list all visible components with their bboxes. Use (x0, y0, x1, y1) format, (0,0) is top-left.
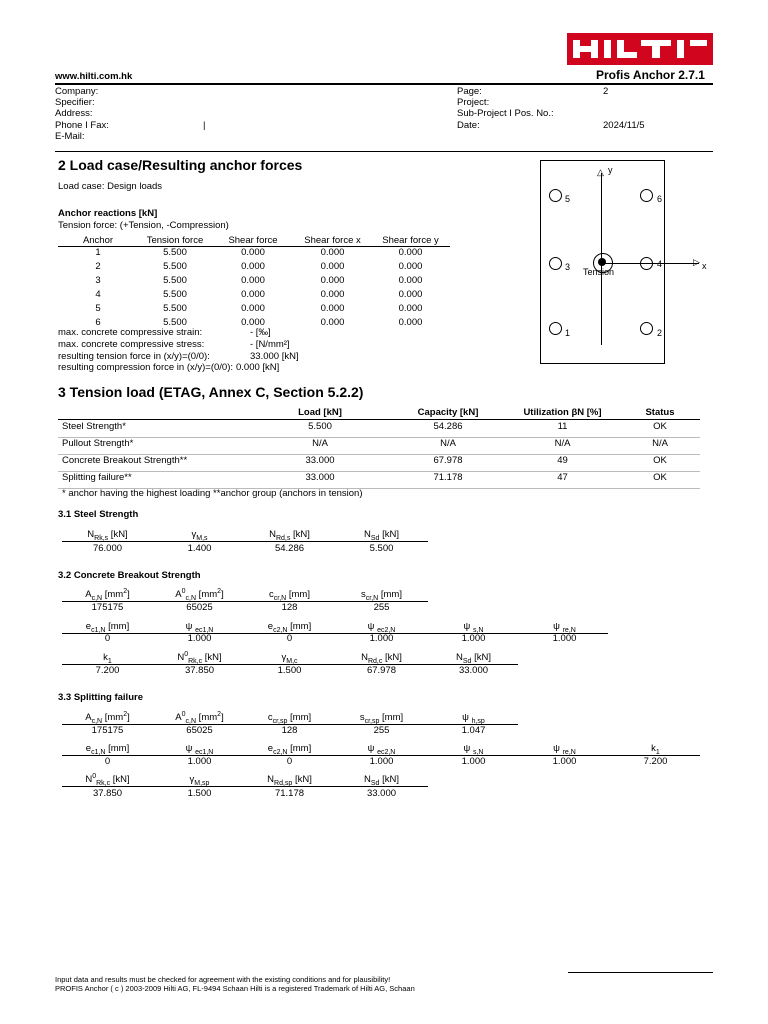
summary-value: - [N/mm²] (250, 339, 290, 350)
value-cell: 7.200 (95, 665, 120, 676)
col-header: Utilization βN [%] (523, 407, 602, 418)
summary-label: max. concrete compressive stress: (58, 339, 205, 350)
col-header: ψ $_{ec1,N}$ (185, 621, 214, 634)
tension-label: Tension (583, 267, 615, 277)
force-cell: 0.000 (320, 317, 345, 328)
col-header: $e_{c2,N}$ [mm] (267, 743, 312, 756)
force-cell: 5.500 (163, 289, 187, 300)
subproject-label: Sub-Project I Pos. No.: (457, 108, 554, 119)
value-cell: 0 (286, 756, 293, 767)
value-cell: 33.000 (366, 788, 397, 799)
check-value-cell: 47 (557, 472, 568, 483)
col-header: $N_{Rd,s}$ [kN] (269, 529, 310, 542)
value-cell: 1.500 (187, 788, 212, 799)
force-cell: 0.000 (398, 317, 423, 328)
col-header: Capacity [kN] (417, 407, 479, 418)
s33-title: 3.3 Splitting failure (58, 692, 143, 703)
check-value-cell: 5.500 (308, 421, 332, 432)
check-value-cell: N/A (312, 438, 328, 449)
anchor-id-cell: 4 (95, 289, 101, 300)
header-rule (55, 83, 713, 85)
force-cell: 0.000 (398, 289, 423, 300)
value-cell: 54.286 (274, 543, 305, 554)
summary-label: max. concrete compressive strain: (58, 327, 203, 338)
footer-disclaimer: Input data and results must be checked for agreement with the existing conditions and for plausibility! (55, 975, 391, 984)
col-header: $A_{c,N}$ $[mm^2]$ (85, 587, 130, 602)
value-cell: 175175 (91, 602, 124, 613)
col-header: Shear force y (382, 235, 439, 246)
force-cell: 0.000 (320, 247, 345, 258)
table-rule (58, 419, 700, 420)
col-header: Shear force x (304, 235, 361, 246)
value-cell: 65025 (186, 725, 213, 736)
col-header: $k_1$ (651, 743, 660, 756)
value-cell: 255 (373, 602, 390, 613)
col-header: $\gamma_{M,s}$ (191, 529, 208, 542)
company-label: Company: (55, 86, 99, 97)
date-value: 2024/11/5 (603, 120, 645, 131)
value-cell: 65025 (186, 602, 213, 613)
anchor-label: 5 (565, 194, 571, 204)
value-cell: 5.500 (369, 543, 394, 554)
value-cell: 1.000 (187, 756, 212, 767)
force-cell: 5.500 (163, 275, 187, 286)
force-cell: 0.000 (398, 275, 423, 286)
col-header: $N_{Rd,sp}$ [kN] (267, 774, 312, 787)
footer-copyright: PROFIS Anchor ( c ) 2003-2009 Hilti AG, FL-9494 Schaan Hilti is a registered Trademark of Hilti AG, Schaan (55, 984, 415, 993)
x-arrow-icon: ▷ (693, 257, 700, 267)
value-cell: 67.978 (366, 665, 397, 676)
col-header: ψ $_{h,sp}$ (462, 712, 485, 725)
footer-rule (568, 972, 713, 973)
section-rule (55, 151, 713, 152)
value-cell: 7.200 (643, 756, 668, 767)
force-cell: 0.000 (320, 303, 345, 314)
check-value-cell: N/A (652, 438, 668, 449)
force-cell: 0.000 (241, 303, 265, 314)
col-header: $N_{Rd,c}$ [kN] (361, 652, 402, 665)
value-cell: 33.000 (458, 665, 489, 676)
col-header: $\gamma_{M,c}$ (281, 652, 298, 665)
check-value-cell: OK (653, 472, 667, 483)
value-cell: 1.000 (552, 756, 577, 767)
project-label: Project: (457, 97, 490, 108)
anchor-id-cell: 6 (95, 317, 101, 328)
col-header: $e_{c2,N}$ [mm] (267, 621, 312, 634)
anchor-id-cell: 3 (95, 275, 101, 286)
anchor-hole (640, 257, 653, 270)
anchor-hole (549, 189, 562, 202)
anchor-label: 1 (565, 328, 571, 338)
col-header: $N^0_{Rk,c}$ [kN] (177, 650, 222, 665)
value-cell: 37.850 (92, 788, 123, 799)
check-value-cell: 33.000 (305, 455, 335, 466)
col-header: $k_1$ (103, 652, 112, 665)
col-header: Tension force (146, 235, 204, 246)
value-cell: 1.000 (187, 633, 212, 644)
force-cell: 0.000 (398, 247, 423, 258)
check-value-cell: 67.978 (433, 455, 463, 466)
value-cell: 175175 (91, 725, 124, 736)
check-value-cell: OK (653, 455, 667, 466)
tension-note: Tension force: (+Tension, -Compression) (58, 220, 229, 231)
col-header: Load [kN] (298, 407, 342, 418)
value-cell: 1.000 (461, 756, 486, 767)
summary-label: resulting compression force in (x/y)=(0/0): (58, 362, 234, 373)
value-cell: 1.000 (369, 633, 394, 644)
value-cell: 1.000 (552, 633, 577, 644)
phone-label: Phone I Fax: (55, 120, 109, 131)
value-cell: 128 (281, 725, 298, 736)
col-header: $c_{cr,sp}$ [mm] (267, 712, 312, 725)
col-header: $N_{Rk,s}$ [kN] (87, 529, 128, 542)
col-header: $N_{Sd}$ [kN] (364, 774, 399, 787)
summary-value: 33.000 [kN] (250, 351, 299, 362)
value-cell: 1.500 (277, 665, 302, 676)
col-header: Status (645, 407, 675, 418)
col-header: ψ $_{ec2,N}$ (367, 621, 396, 634)
force-cell: 0.000 (241, 317, 265, 328)
anchor-label: 3 (565, 262, 571, 272)
website: www.hilti.com.hk (55, 71, 133, 82)
load-case: Load case: Design loads (58, 181, 163, 192)
value-cell: 128 (281, 602, 298, 613)
force-cell: 5.500 (163, 303, 187, 314)
value-cell: 1.047 (461, 725, 486, 736)
col-header: ψ $_{re,N}$ (553, 743, 576, 756)
force-cell: 5.500 (163, 261, 187, 272)
section-2-title: 2 Load case/Resulting anchor forces (58, 157, 303, 173)
specifier-label: Specifier: (55, 97, 95, 108)
force-cell: 0.000 (398, 303, 423, 314)
summary-label: resulting tension force in (x/y)=(0/0): (58, 351, 210, 362)
col-header: ψ $_{s,N}$ (463, 743, 484, 756)
force-cell: 0.000 (320, 289, 345, 300)
section-3-title: 3 Tension load (ETAG, Annex C, Section 5.2.2) (58, 384, 364, 400)
value-cell: 0 (104, 756, 111, 767)
force-cell: 0.000 (241, 289, 265, 300)
summary-value: - [‰] (250, 327, 271, 338)
col-header: Shear force (228, 235, 278, 246)
value-cell: 1.000 (461, 633, 486, 644)
anchor-id-cell: 5 (95, 303, 101, 314)
check-name-cell: Splitting failure** (62, 472, 132, 483)
check-value-cell: 49 (557, 455, 568, 466)
s32-title: 3.2 Concrete Breakout Strength (58, 570, 201, 581)
value-cell: 0 (286, 633, 293, 644)
col-header: Anchor (82, 235, 114, 246)
force-cell: 0.000 (241, 275, 265, 286)
anchor-hole (640, 322, 653, 335)
anchor-layout-diagram (540, 160, 707, 364)
check-value-cell: 11 (557, 421, 568, 432)
product-version: Profis Anchor 2.7.1 (596, 68, 705, 82)
anchor-hole (640, 189, 653, 202)
hilti-logo (567, 33, 713, 65)
page-value: 2 (603, 86, 609, 97)
y-arrow-icon: △ (597, 167, 604, 177)
col-header: $e_{c1,N}$ [mm] (85, 621, 130, 634)
reactions-title: Anchor reactions [kN] (58, 208, 158, 219)
anchor-hole (549, 322, 562, 335)
anchor-id-cell: 1 (95, 247, 101, 258)
tension-point-icon (598, 258, 606, 266)
force-cell: 0.000 (398, 261, 423, 272)
s31-title: 3.1 Steel Strength (58, 509, 139, 520)
check-value-cell: OK (653, 421, 667, 432)
col-header: $\gamma_{M,sp}$ (189, 774, 210, 787)
table-rule (62, 786, 428, 787)
value-cell: 255 (373, 725, 390, 736)
col-header: ψ $_{ec1,N}$ (185, 743, 214, 756)
check-value-cell: 54.286 (433, 421, 463, 432)
email-label: E-Mail: (55, 131, 85, 142)
col-header: ψ $_{re,N}$ (553, 621, 576, 634)
phone-value: | (203, 120, 206, 131)
table-rule (62, 541, 428, 542)
col-header: $A^0_{c,N}$ $[mm^2]$ (175, 587, 224, 602)
value-cell: 76.000 (92, 543, 123, 554)
anchor-label: 4 (657, 259, 663, 269)
col-header: $A_{c,N}$ $[mm^2]$ (85, 710, 130, 725)
check-name-cell: Pullout Strength* (62, 438, 134, 449)
value-cell: 0 (104, 633, 111, 644)
col-header: $A^0_{c,N}$ $[mm^2]$ (175, 710, 224, 725)
check-value-cell: 71.178 (433, 472, 463, 483)
check-name-cell: Steel Strength* (62, 421, 126, 432)
anchor-label: 2 (657, 328, 663, 338)
check-value-cell: 33.000 (305, 472, 335, 483)
anchor-id-cell: 2 (95, 261, 101, 272)
force-cell: 0.000 (241, 247, 265, 258)
force-cell: 0.000 (320, 275, 345, 286)
col-header: $N_{Sd}$ [kN] (456, 652, 491, 665)
col-header: ψ $_{ec2,N}$ (367, 743, 396, 756)
col-header: $N_{Sd}$ [kN] (364, 529, 399, 542)
force-cell: 5.500 (163, 247, 187, 258)
force-cell: 0.000 (241, 261, 265, 272)
footnote: * anchor having the highest loading **anchor group (anchors in tension) (62, 488, 363, 499)
check-name-cell: Concrete Breakout Strength** (62, 455, 188, 466)
check-value-cell: N/A (554, 438, 571, 449)
date-label: Date: (457, 120, 480, 131)
force-cell: 0.000 (320, 261, 345, 272)
col-header: ψ $_{s,N}$ (463, 621, 484, 634)
value-cell: 71.178 (274, 788, 305, 799)
value-cell: 1.000 (369, 756, 394, 767)
address-label: Address: (55, 108, 93, 119)
page-label: Page: (457, 86, 482, 97)
check-value-cell: N/A (440, 438, 456, 449)
col-header: $c_{cr,N}$ [mm] (269, 589, 310, 602)
axis-y-label: y (608, 165, 613, 175)
col-header: $s_{cr,sp}$ [mm] (359, 712, 404, 725)
anchor-hole (549, 257, 562, 270)
value-cell: 1.400 (187, 543, 212, 554)
value-cell: 37.850 (184, 665, 215, 676)
anchor-label: 6 (657, 194, 663, 204)
force-cell: 5.500 (163, 317, 187, 328)
summary-value: 0.000 [kN] (236, 362, 280, 373)
col-header: $s_{cr,N}$ [mm] (361, 589, 402, 602)
col-header: $N^0_{Rk,c}$ [kN] (85, 772, 130, 787)
col-header: $e_{c1,N}$ [mm] (85, 743, 130, 756)
axis-x-label: x (702, 261, 707, 271)
